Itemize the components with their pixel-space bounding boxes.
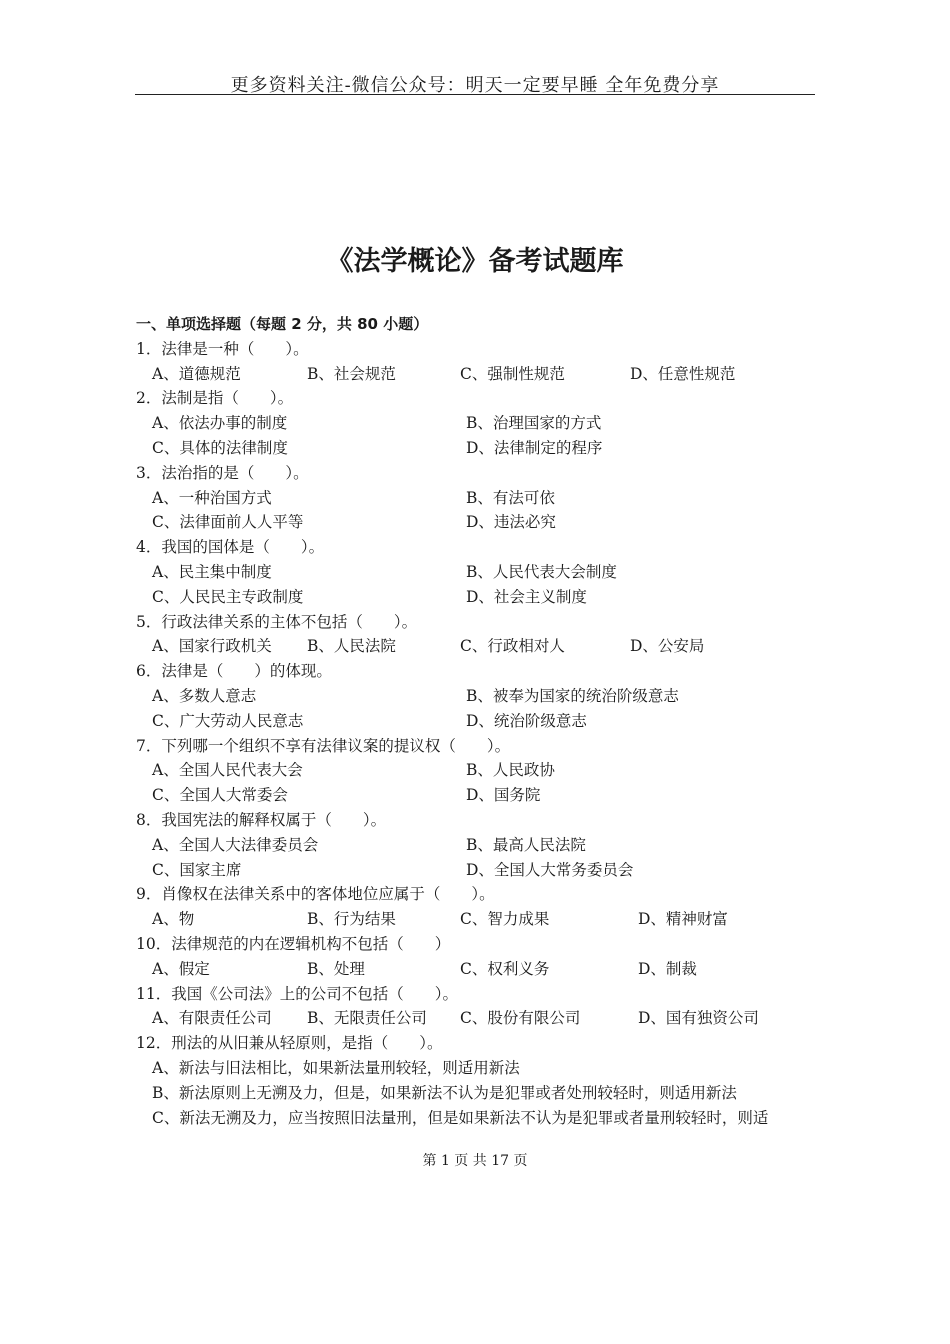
answer-option: C、广大劳动人民意志 [152, 711, 304, 730]
answer-option: C、具体的法律制度 [152, 438, 288, 457]
answer-option: A、民主集中制度 [152, 562, 272, 581]
question-stem: 1．法律是一种（ ）。 [136, 339, 309, 358]
answer-option: A、多数人意志 [152, 686, 257, 705]
answer-option: D、制裁 [638, 959, 697, 978]
answer-option: B、人民法院 [307, 637, 396, 656]
option-row [136, 709, 826, 734]
answer-option: D、法律制定的程序 [466, 438, 603, 457]
option-row [136, 957, 826, 982]
answer-option: C、权利义务 [460, 959, 550, 978]
option-row [136, 362, 826, 387]
answer-option: C、强制性规范 [460, 364, 565, 383]
answer-option: B、无限责任公司 [307, 1009, 427, 1028]
answer-option: C、股份有限公司 [460, 1009, 581, 1028]
page-number: 第 1 页 共 17 页 [422, 1153, 528, 1169]
answer-option: D、公安局 [630, 637, 705, 656]
option-row [136, 1006, 826, 1031]
option-row [136, 907, 826, 932]
option-row [136, 436, 826, 461]
question-stem: 6．法律是（ ）的体现。 [136, 662, 332, 681]
answer-option: B、行为结果 [307, 910, 396, 929]
answer-option: A、依法办事的制度 [152, 414, 288, 433]
option-row [136, 560, 826, 585]
option-row [136, 411, 826, 436]
question-stem: 9．肖像权在法律关系中的客体地位应属于（ ）。 [136, 885, 495, 904]
answer-option: B、新法原则上无溯及力，但是，如果新法不认为是犯罪或者处刑较轻时，则适用新法 [152, 1083, 737, 1102]
answer-option: A、道德规范 [152, 364, 241, 383]
answer-option: A、新法与旧法相比，如果新法量刑较轻，则适用新法 [152, 1058, 520, 1077]
answer-option: B、社会规范 [307, 364, 396, 383]
answer-option: A、有限责任公司 [152, 1009, 272, 1028]
answer-option: B、人民代表大会制度 [466, 562, 617, 581]
option-row [136, 783, 826, 808]
answer-option: C、行政相对人 [460, 637, 565, 656]
answer-option: D、精神财富 [638, 910, 728, 929]
answer-option: A、一种治国方式 [152, 488, 272, 507]
answer-option: A、物 [152, 910, 195, 929]
answer-option: D、国有独资公司 [638, 1009, 759, 1028]
question-stem: 7．下列哪一个组织不享有法律议案的提议权（ ）。 [136, 736, 511, 755]
answer-option: D、社会主义制度 [466, 587, 587, 606]
answer-option: B、被奉为国家的统治阶级意志 [466, 686, 679, 705]
answer-option: C、人民民主专政制度 [152, 587, 304, 606]
answer-option: D、国务院 [466, 786, 541, 805]
header-divider [135, 94, 815, 95]
question-stem: 12．刑法的从旧兼从轻原则，是指（ ）。 [136, 1034, 443, 1053]
option-row [136, 634, 826, 659]
option-row [136, 858, 826, 883]
question-list [136, 312, 826, 1130]
option-row [136, 758, 826, 783]
answer-option: D、违法必究 [466, 513, 556, 532]
question-stem: 3．法治指的是（ ）。 [136, 463, 309, 482]
answer-option: B、治理国家的方式 [466, 414, 602, 433]
answer-option: B、人民政协 [466, 761, 555, 780]
answer-option: A、假定 [152, 959, 210, 978]
question-stem: 4．我国的国体是（ ）。 [136, 538, 325, 557]
option-row [136, 486, 826, 511]
option-row [136, 684, 826, 709]
document-title: 《法学概论》备考试题库 [326, 246, 624, 277]
answer-option: D、统治阶级意志 [466, 711, 587, 730]
answer-option: A、全国人大法律委员会 [152, 835, 319, 854]
answer-option: C、国家主席 [152, 860, 242, 879]
answer-option: C、全国人大常委会 [152, 786, 288, 805]
option-row [136, 833, 826, 858]
option-row [136, 585, 826, 610]
question-stem: 10．法律规范的内在逻辑机构不包括（ ） [136, 934, 451, 953]
answer-option: A、国家行政机关 [152, 637, 272, 656]
option-row [136, 510, 826, 535]
answer-option: C、智力成果 [460, 910, 550, 929]
question-stem: 5．行政法律关系的主体不包括（ ）。 [136, 612, 418, 631]
question-stem: 8．我国宪法的解释权属于（ ）。 [136, 810, 387, 829]
answer-option: A、全国人民代表大会 [152, 761, 303, 780]
answer-option: B、有法可依 [466, 488, 555, 507]
section-heading: 一、单项选择题（每题 2 分，共 80 小题） [136, 315, 429, 333]
answer-option: B、处理 [307, 959, 365, 978]
answer-option: D、任意性规范 [630, 364, 736, 383]
answer-option: C、新法无溯及力，应当按照旧法量刑，但是如果新法不认为是犯罪或者量刑较轻时，则适 [152, 1108, 769, 1127]
answer-option: D、全国人大常务委员会 [466, 860, 634, 879]
question-stem: 11．我国《公司法》上的公司不包括（ ）。 [136, 984, 458, 1003]
question-stem: 2．法制是指（ ）。 [136, 389, 294, 408]
answer-option: C、法律面前人人平等 [152, 513, 304, 532]
answer-option: B、最高人民法院 [466, 835, 586, 854]
page-header-text: 更多资料关注-微信公众号：明天一定要早睡 全年免费分享 [230, 75, 720, 96]
